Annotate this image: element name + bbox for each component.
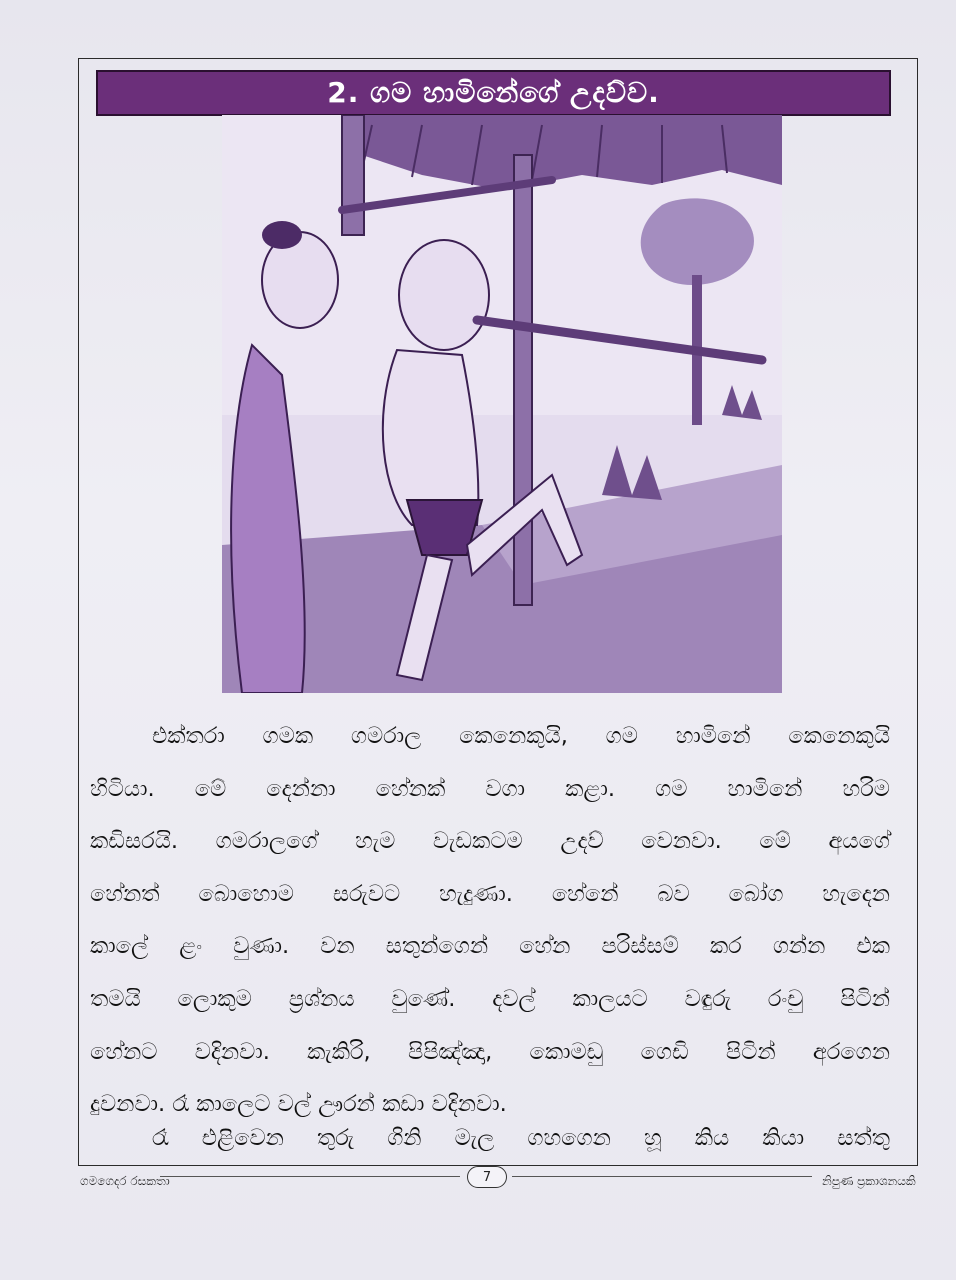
text-line: හේනට වදිනවා. කැකිරි, පිපිඤ්ඤා, කොමඩු ගෙඩි පිටින් අරගෙන bbox=[90, 1038, 890, 1065]
text-line: හිටියා. මේ දෙන්නා හේනක් වගා කළා. ගම හාමිනේ හරිම bbox=[90, 775, 890, 802]
story-paragraph-2: රෑ එළිවෙන තුරු ගිනි මැල ගහගෙන හූ කිය කියා සත්තු bbox=[152, 1125, 890, 1151]
chapter-title: 2. ගම හාමිනේගේ උදව්ව. bbox=[327, 76, 660, 109]
text-line: දුවනවා. රෑ කාලෙට වල් ඌරන් කඩා වදිනවා. bbox=[90, 1091, 507, 1118]
page-number: 7 bbox=[467, 1166, 507, 1188]
footer-rule-right bbox=[512, 1176, 812, 1177]
text-line: හේනත් බොහොම සරුවට හැදුණා. හේනේ බව බෝග හැදෙන bbox=[90, 880, 890, 907]
text-line: කාලේ ළං වුණා. වන සතුන්ගෙන් හේන පරිස්සම් කර ගන්න එක bbox=[90, 933, 890, 960]
footer-book-title: ගමගෙදර රසකතා bbox=[80, 1174, 170, 1188]
story-illustration bbox=[222, 115, 782, 693]
text-line: තමයි ලොකුම ප්‍රශ්නය වුණේ. දවල් කාලයට වඳුරු රංචු පිටින් bbox=[90, 985, 890, 1012]
text-line: කඩිසරයි. ගමරාලගේ හැම වැඩකටම උදව් වෙනවා. මේ අයගේ bbox=[90, 828, 890, 855]
text-line: එක්තරා ගමක ගමරාල කෙනෙකුයි, ගම හාමිනේ කෙනෙකුයි bbox=[152, 723, 890, 749]
chapter-title-banner bbox=[96, 70, 891, 116]
footer-publisher: නිපුණ ප්‍රකාශනයකි bbox=[822, 1174, 916, 1188]
footer-rule-left bbox=[160, 1176, 460, 1177]
story-paragraph-1 bbox=[90, 710, 890, 1131]
